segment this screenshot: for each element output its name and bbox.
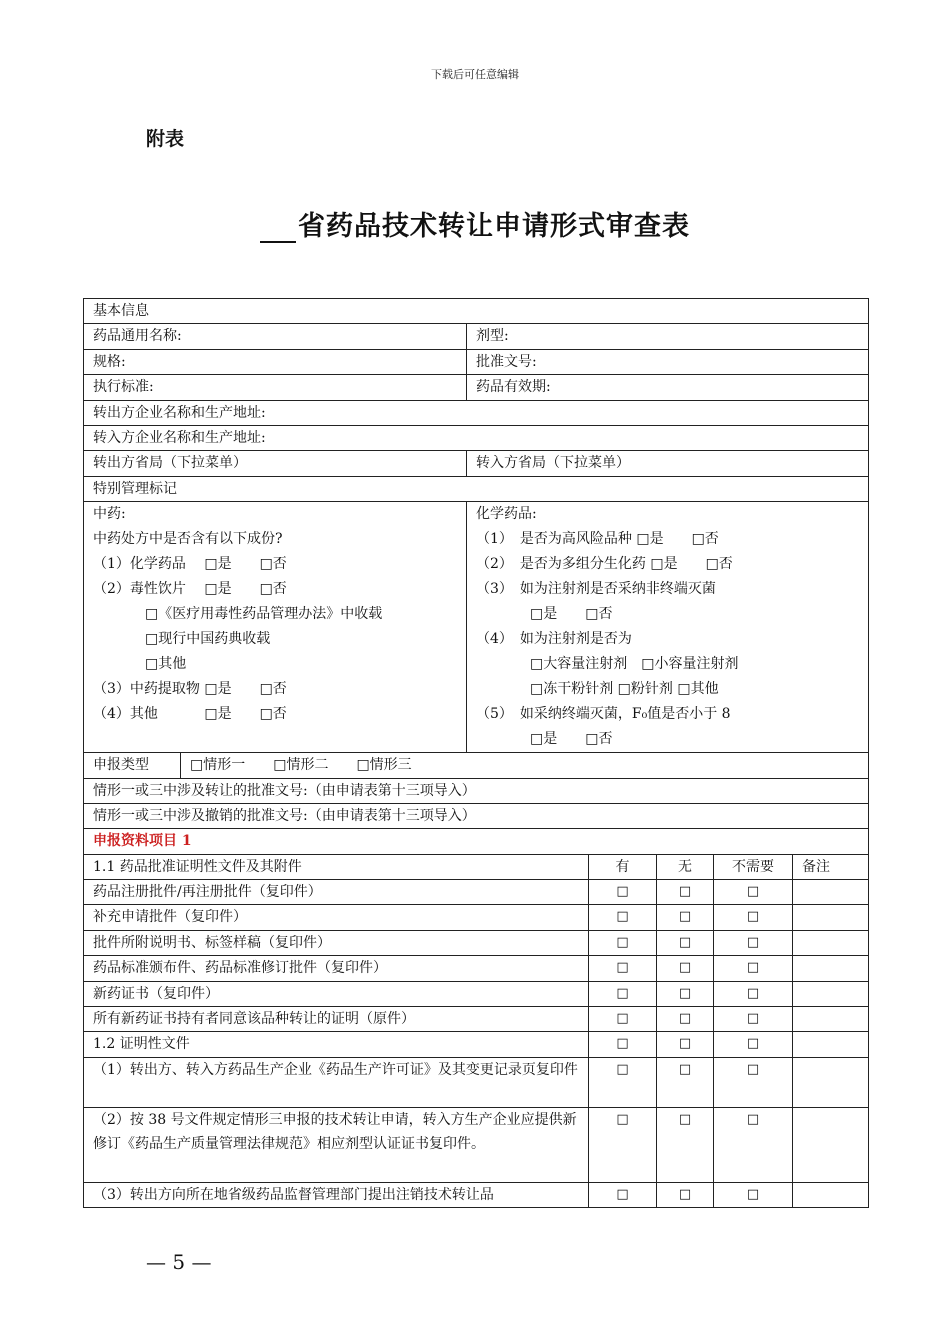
- checkbox-yes[interactable]: □: [589, 1182, 657, 1207]
- materials-header-item: 1.1 药品批准证明性文件及其附件: [84, 854, 589, 879]
- remark-cell[interactable]: [793, 905, 869, 930]
- chem-option[interactable]: □是 □否: [530, 606, 613, 623]
- section-materials: 申报资料项目 1: [84, 829, 869, 854]
- table-row: [84, 1107, 869, 1182]
- field-out-company[interactable]: 转出方企业名称和生产地址:: [84, 400, 869, 425]
- checkbox-not-needed[interactable]: □: [714, 930, 793, 955]
- checkbox-yes[interactable]: □: [589, 981, 657, 1006]
- checkbox-not-needed[interactable]: □: [714, 1057, 793, 1107]
- apply-type-label: 申报类型: [84, 753, 181, 778]
- field-dosage-form[interactable]: 剂型:: [467, 324, 869, 349]
- field-out-bureau-select[interactable]: 转出方省局（下拉菜单）: [84, 451, 467, 476]
- field-transfer-no[interactable]: 情形一或三中涉及转让的批准文号:（由申请表第十三项导入）: [84, 778, 869, 803]
- table-row: [84, 880, 869, 905]
- header-note: 下载后可任意编辑: [431, 68, 519, 81]
- field-in-company[interactable]: 转入方企业名称和生产地址:: [84, 425, 869, 450]
- material-item: （2）按 38 号文件规定情形三申报的技术转让申请，转入方生产企业应提供新修订《药品生产质量管理法律规范》相应剂型认证证书复印件。: [84, 1107, 589, 1182]
- field-drug-name[interactable]: 药品通用名称:: [84, 324, 467, 349]
- chem-line: （4） 如为注射剂是否为: [476, 631, 632, 648]
- checkbox-no[interactable]: □: [657, 1057, 714, 1107]
- remark-cell[interactable]: [793, 1107, 869, 1182]
- remark-cell[interactable]: [793, 1007, 869, 1032]
- tcm-option[interactable]: （1）化学药品 □是 □否: [93, 556, 287, 573]
- remark-cell[interactable]: [793, 981, 869, 1006]
- section-special-mark: 特别管理标记: [84, 476, 869, 501]
- checkbox-not-needed[interactable]: □: [714, 981, 793, 1006]
- checkbox-yes[interactable]: □: [589, 905, 657, 930]
- materials-header-not-needed: 不需要: [714, 854, 793, 879]
- remark-cell[interactable]: [793, 1182, 869, 1207]
- checkbox-no[interactable]: □: [657, 1007, 714, 1032]
- chem-option[interactable]: □冻干粉针剂 □粉针剂 □其他: [530, 681, 719, 698]
- checkbox-yes[interactable]: □: [589, 956, 657, 981]
- checkbox-not-needed[interactable]: □: [714, 1182, 793, 1207]
- tcm-option[interactable]: □其他: [145, 656, 187, 673]
- tcm-option[interactable]: □现行中国药典收载: [145, 631, 271, 648]
- checkbox-not-needed[interactable]: □: [714, 956, 793, 981]
- material-item: 1.2 证明性文件: [84, 1032, 589, 1057]
- table-row: [84, 981, 869, 1006]
- checkbox-no[interactable]: □: [657, 930, 714, 955]
- checkbox-no[interactable]: □: [657, 956, 714, 981]
- checkbox-yes[interactable]: □: [589, 1107, 657, 1182]
- checkbox-yes[interactable]: □: [589, 1007, 657, 1032]
- apply-type-options[interactable]: □情形一 □情形二 □情形三: [181, 753, 869, 778]
- appendix-label: 附表: [146, 128, 185, 150]
- checkbox-yes[interactable]: □: [589, 1057, 657, 1107]
- checkbox-no[interactable]: □: [657, 880, 714, 905]
- material-item: 新药证书（复印件）: [84, 981, 589, 1006]
- remark-cell[interactable]: [793, 1057, 869, 1107]
- tcm-option[interactable]: （3）中药提取物 □是 □否: [93, 681, 287, 698]
- remark-cell[interactable]: [793, 880, 869, 905]
- checkbox-not-needed[interactable]: □: [714, 880, 793, 905]
- table-row: [84, 956, 869, 981]
- material-item: （3）转出方向所在地省级药品监督管理部门提出注销技术转让品: [84, 1182, 589, 1207]
- page-number: — 5 —: [146, 1250, 212, 1274]
- remark-cell[interactable]: [793, 1032, 869, 1057]
- material-item: 药品注册批件/再注册批件（复印件）: [84, 880, 589, 905]
- materials-header-yes: 有: [589, 854, 657, 879]
- tcm-option[interactable]: （2）毒性饮片 □是 □否: [93, 581, 287, 598]
- field-standard[interactable]: 执行标准:: [84, 375, 467, 400]
- checkbox-yes[interactable]: □: [589, 930, 657, 955]
- checkbox-no[interactable]: □: [657, 1032, 714, 1057]
- section-basic-info: 基本信息: [84, 299, 869, 324]
- tcm-line: 中药处方中是否含有以下成份?: [93, 531, 283, 548]
- table-row: [84, 905, 869, 930]
- chem-line: （5） 如采纳终端灭菌，F₀值是否小于 8: [476, 706, 731, 723]
- chem-option[interactable]: □是 □否: [530, 731, 613, 748]
- checkbox-not-needed[interactable]: □: [714, 1107, 793, 1182]
- review-form-table: [83, 298, 869, 1208]
- materials-header-remark: 备注: [793, 854, 869, 879]
- table-row: [84, 930, 869, 955]
- checkbox-not-needed[interactable]: □: [714, 905, 793, 930]
- remark-cell[interactable]: [793, 930, 869, 955]
- table-row: [84, 1182, 869, 1207]
- remark-cell[interactable]: [793, 956, 869, 981]
- checkbox-not-needed[interactable]: □: [714, 1007, 793, 1032]
- tcm-option[interactable]: □《医疗用毒性药品管理办法》中收载: [145, 606, 383, 623]
- materials-header-no: 无: [657, 854, 714, 879]
- checkbox-no[interactable]: □: [657, 905, 714, 930]
- material-item: （1）转出方、转入方药品生产企业《药品生产许可证》及其变更记录页复印件: [84, 1057, 589, 1107]
- chem-option[interactable]: （1） 是否为高风险品种 □是 □否: [476, 531, 719, 548]
- title-text: 省药品技术转让申请形式审查表: [298, 211, 690, 242]
- checkbox-no[interactable]: □: [657, 1107, 714, 1182]
- table-row: [84, 1032, 869, 1057]
- field-validity[interactable]: 药品有效期:: [467, 375, 869, 400]
- tcm-panel: [84, 502, 467, 753]
- page-title: [0, 204, 950, 243]
- tcm-option[interactable]: （4）其他 □是 □否: [93, 706, 287, 723]
- chem-line: 化学药品:: [476, 506, 537, 523]
- checkbox-no[interactable]: □: [657, 981, 714, 1006]
- checkbox-no[interactable]: □: [657, 1182, 714, 1207]
- field-in-bureau-select[interactable]: 转入方省局（下拉菜单）: [467, 451, 869, 476]
- field-spec[interactable]: 规格:: [84, 349, 467, 374]
- material-item: 补充申请批件（复印件）: [84, 905, 589, 930]
- field-cancel-no[interactable]: 情形一或三中涉及撤销的批准文号:（由申请表第十三项导入）: [84, 803, 869, 828]
- tcm-line: 中药:: [93, 506, 126, 523]
- material-item: 所有新药证书持有者同意该品种转让的证明（原件）: [84, 1007, 589, 1032]
- field-approval-no[interactable]: 批准文号:: [467, 349, 869, 374]
- material-item: 批件所附说明书、标签样稿（复印件）: [84, 930, 589, 955]
- chem-panel: [467, 502, 869, 753]
- chem-option[interactable]: □大容量注射剂 □小容量注射剂: [530, 656, 739, 673]
- title-blank-line[interactable]: [260, 215, 296, 243]
- table-row: [84, 1057, 869, 1107]
- checkbox-not-needed[interactable]: □: [714, 1032, 793, 1057]
- checkbox-yes[interactable]: □: [589, 1032, 657, 1057]
- checkbox-yes[interactable]: □: [589, 880, 657, 905]
- table-row: [84, 1007, 869, 1032]
- chem-option[interactable]: （2） 是否为多组分生化药 □是 □否: [476, 556, 733, 573]
- chem-line: （3） 如为注射剂是否采纳非终端灭菌: [476, 581, 716, 598]
- material-item: 药品标准颁布件、药品标准修订批件（复印件）: [84, 956, 589, 981]
